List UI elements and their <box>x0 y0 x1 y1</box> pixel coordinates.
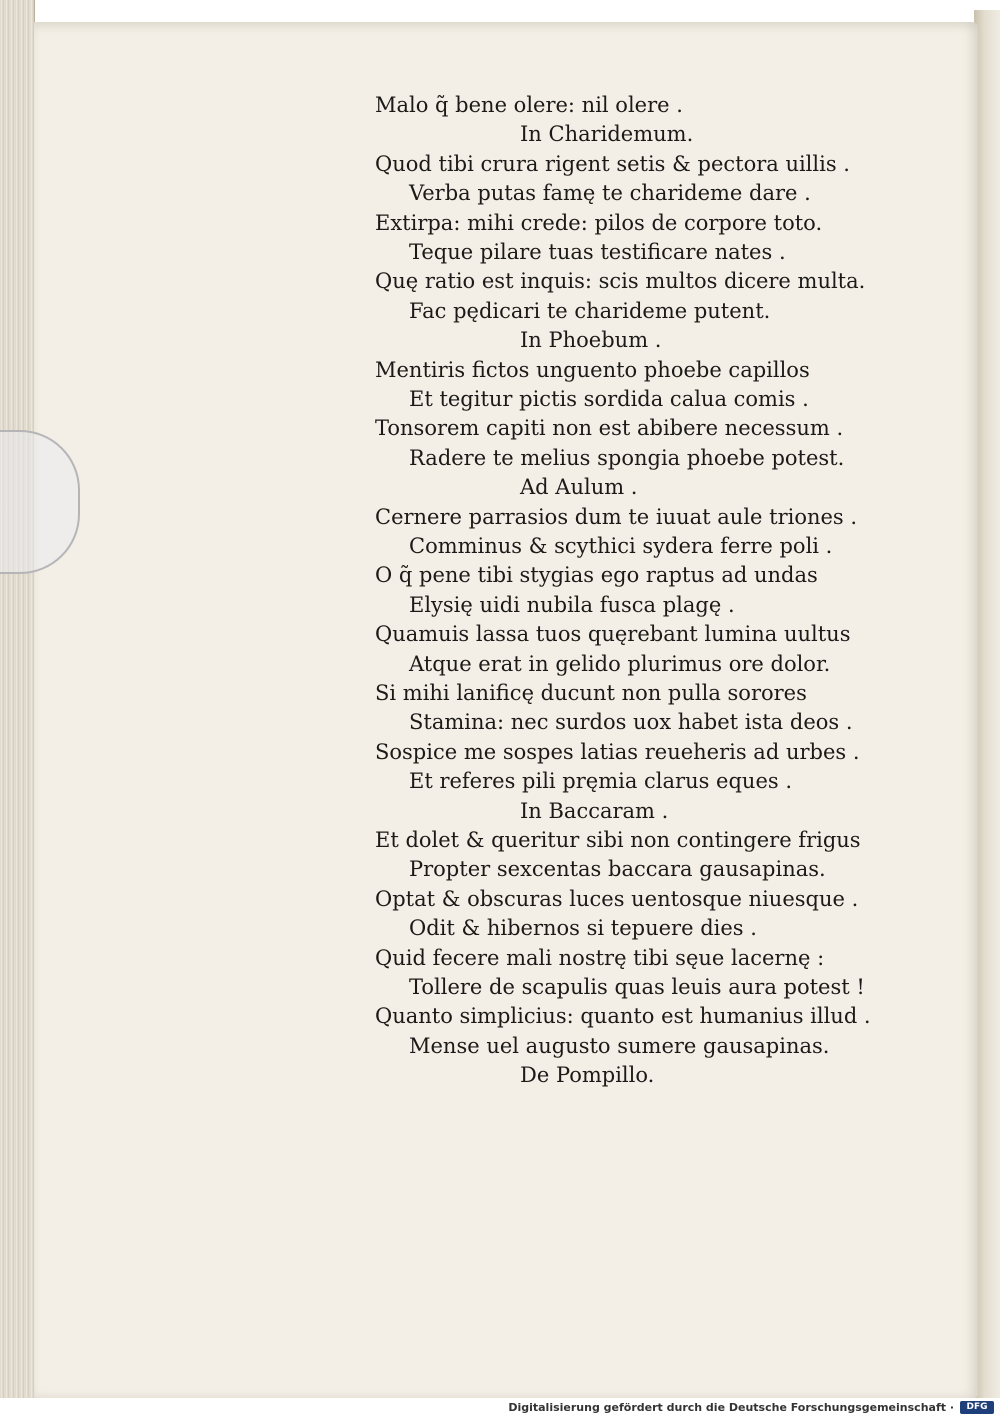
verse-line: Verba putas famę te charideme dare . <box>409 181 811 206</box>
verse-line: Fac pędicari te charideme putent. <box>409 298 771 323</box>
footer-credit: Digitalisierung gefördert durch die Deutsche Forschungsgemeinschaft · <box>508 1401 954 1414</box>
verse-line: Et dolet & queritur sibi non contingere frigus <box>375 828 861 852</box>
verse-line: Tollere de scapulis quas leuis aura potest ! <box>409 975 865 999</box>
verse-line: Teque pilare tuas testificare nates . <box>409 240 786 264</box>
verse-line: Mentiris fictos unguento phoebe capillos <box>375 357 810 382</box>
dfg-logo: DFG <box>960 1401 994 1414</box>
digitization-footer <box>0 1398 1000 1418</box>
page-edges <box>0 0 35 1400</box>
verse-line: Optat & obscuras luces uentosque niuesque . <box>375 886 859 911</box>
verse-line: Si mihi lanificę ducunt non pulla sorores <box>375 681 807 705</box>
poem-heading: De Pompillo. <box>520 1063 655 1088</box>
verse-line: Quid fecere mali nostrę tibi sęue lacernę : <box>375 945 825 970</box>
verse-line: Propter sexcentas baccara gausapinas. <box>409 857 826 882</box>
verse-line: Extirpa: mihi crede: pilos de corpore toto. <box>375 210 823 235</box>
verse-line: Radere te melius spongia phoebe potest. <box>409 445 845 470</box>
verse-line: Elysię uidi nubila fusca plagę . <box>409 592 735 617</box>
verse-line: Et tegitur pictis sordida calua comis . <box>409 387 809 411</box>
poem-heading: In Phoebum . <box>520 328 662 353</box>
poem-heading: In Charidemum. <box>520 122 694 147</box>
verse-line: Quanto simplicius: quanto est humanius illud . <box>375 1004 871 1029</box>
verse-line: Et referes pili pręmia clarus eques . <box>409 769 792 794</box>
verse-line: Tonsorem capiti non est abibere necessum . <box>375 416 844 441</box>
poem-heading: Ad Aulum . <box>520 475 638 500</box>
verse-line: Atque erat in gelido plurimus ore dolor. <box>409 651 831 676</box>
poem-heading: In Baccaram . <box>520 798 669 823</box>
verse-line: Quę ratio est inquis: scis multos dicere multa. <box>375 269 866 294</box>
verse-line: Malo q̃ bene olere: nil olere . <box>375 93 683 117</box>
verse-line: Mense uel augusto sumere gausapinas. <box>409 1033 830 1058</box>
verse-line: Comminus & scythici sydera ferre poli . <box>409 534 833 558</box>
verse-line: O q̃ pene tibi stygias ego raptus ad undas <box>375 563 818 588</box>
verse-line: Odit & hibernos si tepuere dies . <box>409 916 757 941</box>
verse-line: Stamina: nec surdos uox habet ista deos . <box>409 710 853 735</box>
verse-line: Sospice me sospes latias reueheris ad urbes . <box>375 739 860 764</box>
verse-line: Quod tibi crura rigent setis & pectora uillis . <box>375 151 850 176</box>
verse-line: Cernere parrasios dum te iuuat aule triones . <box>375 504 858 529</box>
verse-line: Quamuis lassa tuos quęrebant lumina uultus <box>375 622 851 647</box>
